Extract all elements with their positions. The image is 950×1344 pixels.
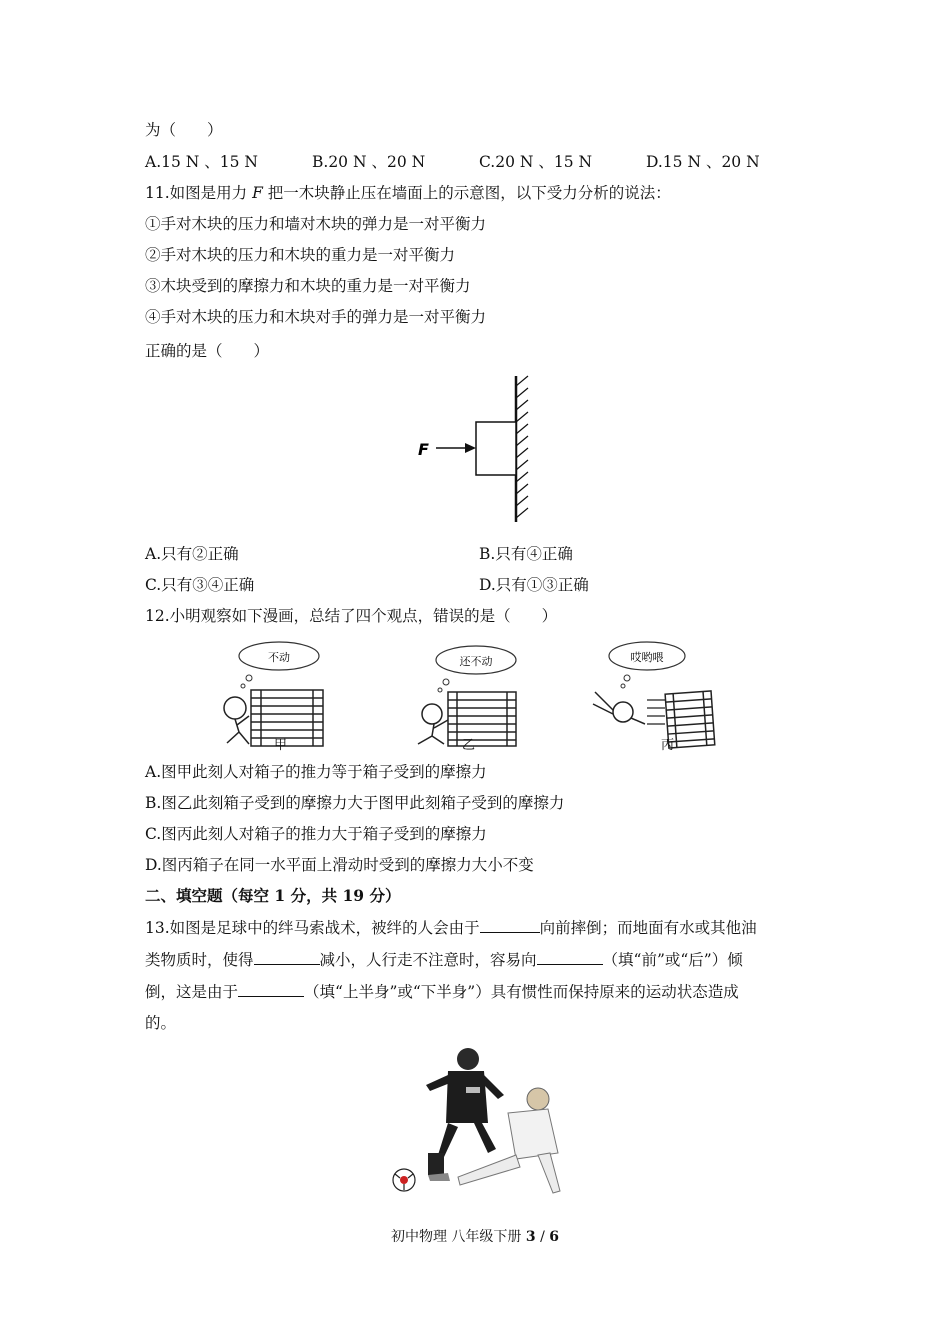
thought-bubble (609, 642, 685, 688)
q13-text: 减小，人行走不注意时，容易向 (319, 951, 537, 969)
q12-stem: 12.小明观察如下漫画，总结了四个观点，错误的是（ ） (145, 607, 558, 625)
q13-text: 倒，这是由于 (145, 983, 239, 1001)
q13-text: （填“上半身”或“下半身”）具有惯性而保持原来的运动状态造成 (304, 983, 739, 1001)
q11-stem-post: 把一木块静止压在墙面上的示意图，以下受力分析的说法： (267, 184, 671, 202)
player-dark-kit-icon (426, 1048, 504, 1175)
q10-option-b: B.20 N 、20 N (312, 153, 426, 171)
bubble-text: 哎哟喂 (630, 651, 664, 664)
q12-option-b: B.图乙此刻箱子受到的摩擦力大于图甲此刻箱子受到的摩擦力 (145, 794, 565, 812)
bubble-text: 不动 (268, 651, 290, 664)
comic-caption-bing: 丙 (661, 738, 675, 753)
thought-bubble (436, 646, 516, 692)
person-falling-icon (593, 692, 645, 724)
answer-blank-4[interactable] (238, 980, 304, 997)
comic-panel-bing (585, 640, 735, 755)
wall-hatching (516, 376, 528, 518)
football-tackle-photo (388, 1043, 578, 1198)
person-pushing-icon (224, 697, 249, 744)
q11-option-b: B.只有④正确 (479, 545, 573, 563)
q13-line-3 (145, 980, 739, 1003)
answer-blank-2[interactable] (254, 948, 320, 965)
q13-line-4: 的。 (145, 1014, 177, 1032)
q13-text: 类物质时，使得 (145, 951, 254, 969)
footer-page-total: 6 (549, 1229, 560, 1245)
q13-text: （填“前”或“后”）倾 (602, 951, 743, 969)
wood-block (476, 422, 516, 475)
q10-option-c: C.20 N 、15 N (479, 153, 593, 171)
bubble-text: 还不动 (459, 655, 493, 668)
force-arrow-head (465, 443, 476, 453)
q11-ask: 正确的是（ ） (145, 342, 270, 360)
q10-stem-tail: 为（ ） (145, 121, 223, 139)
footer-separator: / (535, 1229, 550, 1245)
q13-line-1 (145, 916, 757, 939)
thought-bubble (239, 642, 319, 688)
force-label: F (418, 440, 429, 459)
q11-stem-pre: 11.如图是用力 (145, 184, 248, 202)
section-2-heading: 二、填空题（每空 1 分，共 19 分） (145, 886, 401, 905)
q13-line-2 (145, 948, 743, 971)
q11-option-d: D.只有①③正确 (479, 576, 589, 594)
q11-stem (145, 182, 671, 204)
q11-stem-var: F (252, 184, 263, 202)
footer-title: 初中物理 八年级下册 (390, 1229, 522, 1245)
football-icon (393, 1169, 415, 1191)
footer-page-number: 3 (525, 1229, 536, 1245)
motion-lines-icon (647, 700, 665, 724)
q11-statement-1: ①手对木块的压力和墙对木块的弹力是一对平衡力 (145, 215, 487, 233)
person-pushing-icon (418, 704, 448, 744)
q11-option-a: A.只有②正确 (145, 545, 239, 563)
q12-option-c: C.图丙此刻人对箱子的推力大于箱子受到的摩擦力 (145, 825, 487, 843)
crate-icon (448, 692, 516, 746)
q10-option-a: A.15 N 、15 N (145, 153, 258, 171)
q12-option-a: A.图甲此刻人对箱子的推力等于箱子受到的摩擦力 (145, 763, 487, 781)
q11-statement-2: ②手对木块的压力和木块的重力是一对平衡力 (145, 246, 456, 264)
q12-option-d: D.图丙箱子在同一水平面上滑动时受到的摩擦力大小不变 (145, 856, 534, 874)
q11-statement-4: ④手对木块的压力和木块对手的弹力是一对平衡力 (145, 308, 487, 326)
q11-option-c: C.只有③④正确 (145, 576, 255, 594)
q11-wall-figure (410, 372, 535, 527)
answer-blank-1[interactable] (480, 916, 540, 933)
page-footer (0, 1227, 950, 1247)
comic-caption-jia: 甲 (274, 738, 288, 753)
q13-text: 向前摔倒；而地面有水或其他油 (539, 919, 757, 937)
q10-option-d: D.15 N 、20 N (646, 153, 760, 171)
q11-statement-3: ③木块受到的摩擦力和木块的重力是一对平衡力 (145, 277, 471, 295)
answer-blank-3[interactable] (537, 948, 603, 965)
q13-text: 13.如图是足球中的绊马索战术，被绊的人会由于 (145, 919, 480, 937)
comic-caption-yi: 乙 (462, 738, 476, 753)
